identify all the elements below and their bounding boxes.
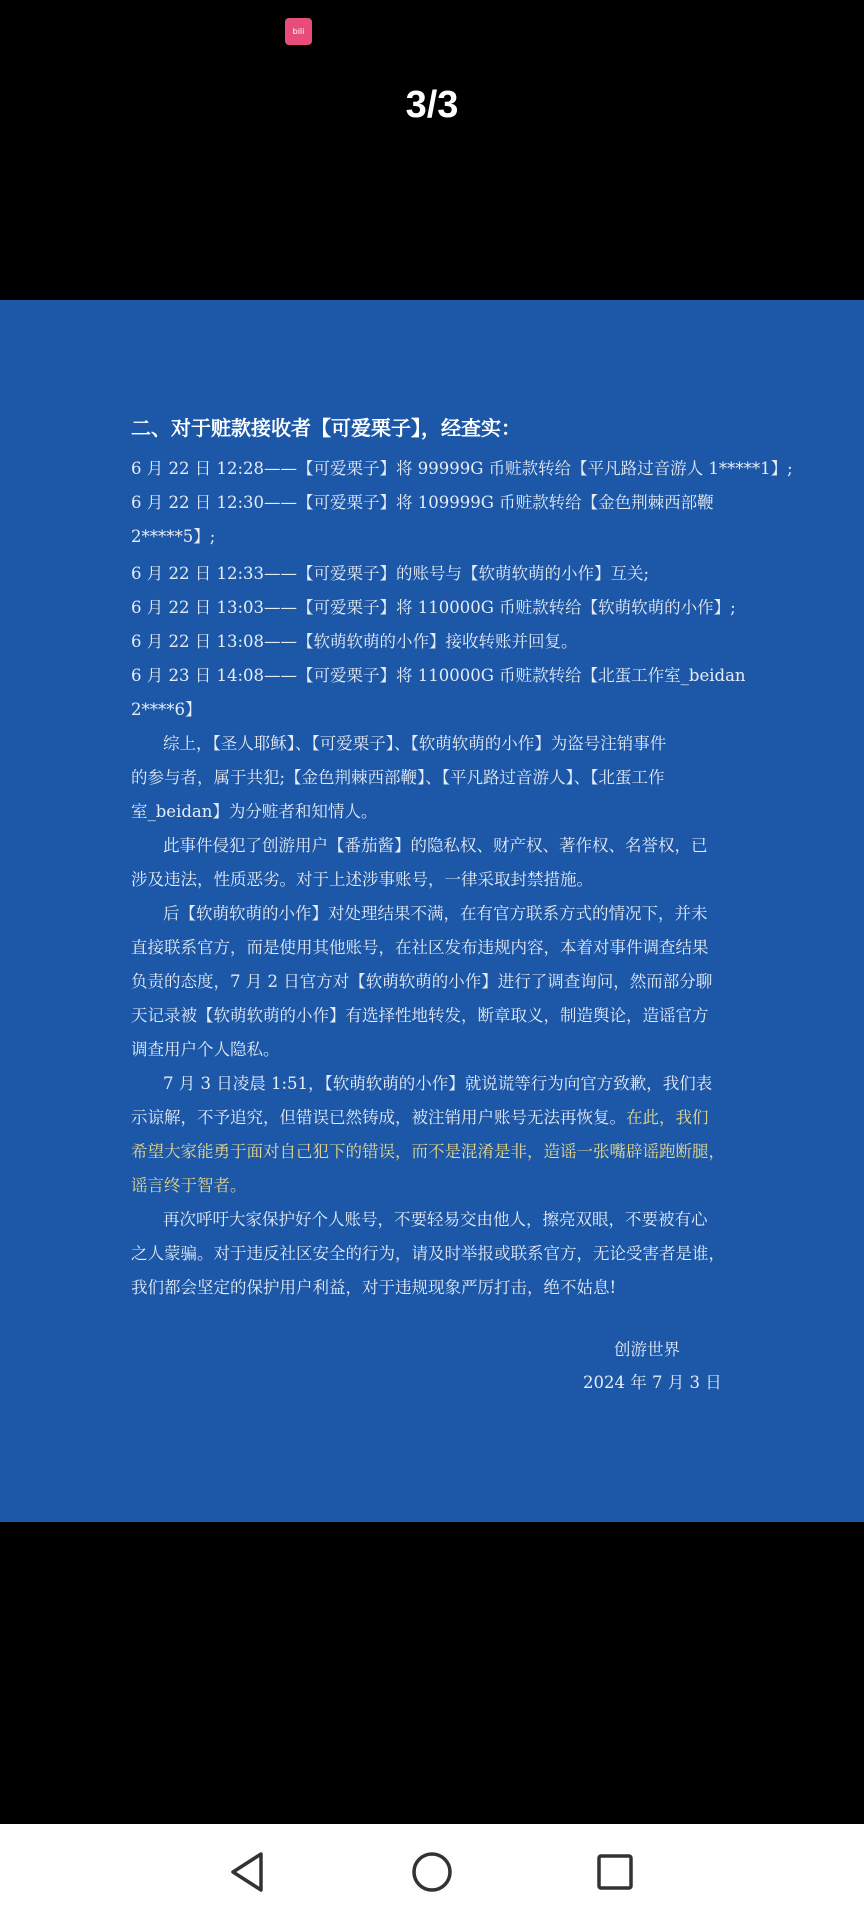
highlighted-line: 希望大家能勇于面对自己犯下的错误，而不是混淆是非，造谣一张嘴辟谣跑断腿， (131, 1142, 725, 1161)
document-line: 综上，【圣人耶稣】、【可爱栗子】、【软萌软萌的小作】为盗号注销事件 (163, 734, 667, 753)
document-line: 直接联系官方，而是使用其他账号，在社区发布违规内容，本着对事件调查结果 (131, 938, 709, 957)
document-line: 7 月 3 日凌晨 1:51，【软萌软萌的小作】就说谎等行为向官方致歉，我们表 (163, 1074, 713, 1093)
signature-org: 创游世界 (614, 1340, 680, 1359)
document-line: 6 月 22 日 13:03——【可爱栗子】将 110000G 币赃款转给【软萌软萌的小作】; (131, 598, 736, 617)
image-viewer-background (0, 1522, 864, 1824)
back-button[interactable] (217, 1842, 277, 1902)
back-triangle-icon (227, 1850, 267, 1894)
document-line: 后【软萌软萌的小作】对处理结果不满，在有官方联系方式的情况下，并未 (163, 904, 708, 923)
document-line: 天记录被【软萌软萌的小作】有选择性地转发，断章取义，制造舆论，造谣官方 (131, 1006, 709, 1025)
home-circle-icon (410, 1850, 454, 1894)
document-line: 负责的态度，7 月 2 日官方对【软萌软萌的小作】进行了调查询问，然而部分聊 (131, 972, 713, 991)
document-line: 6 月 22 日 12:28——【可爱栗子】将 99999G 币赃款转给【平凡路过音游人 1*****1】; (131, 459, 793, 478)
document-line: 此事件侵犯了创游用户【番茄酱】的隐私权、财产权、著作权、名誉权，已 (163, 836, 708, 855)
highlighted-line: 谣言终于智者。 (131, 1176, 247, 1195)
recent-square-icon (595, 1852, 635, 1892)
document-line (131, 1104, 709, 1128)
signature-date: 2024 年 7 月 3 日 (583, 1373, 722, 1392)
recent-apps-button[interactable] (585, 1842, 645, 1902)
bilibili-icon: bili (285, 18, 312, 45)
navigation-bar (0, 1824, 864, 1920)
top-bar (0, 0, 864, 300)
document-line: 我们都会坚定的保护用户利益，对于违规现象严厉打击，绝不姑息! (131, 1278, 617, 1297)
document-line: 2*****5】; (131, 527, 216, 546)
highlighted-text: 在此，我们 (626, 1108, 709, 1127)
document-line: 6 月 22 日 12:33——【可爱栗子】的账号与【软萌软萌的小作】互关; (131, 564, 650, 583)
document-line: 6 月 23 日 14:08——【可爱栗子】将 110000G 币赃款转给【北蛋工作室_beidan (131, 666, 746, 685)
document-image (0, 300, 864, 1522)
home-button[interactable] (402, 1842, 462, 1902)
document-line: 调查用户个人隐私。 (131, 1040, 280, 1059)
document-line: 涉及违法，性质恶劣。对于上述涉事账号，一律采取封禁措施。 (131, 870, 593, 889)
document-line: 6 月 22 日 13:08——【软萌软萌的小作】接收转账并回复。 (131, 632, 578, 651)
page-counter: 3/3 (405, 84, 459, 126)
document-line: 6 月 22 日 12:30——【可爱栗子】将 109999G 币赃款转给【金色荆棘西部鞭 (131, 493, 714, 512)
document-line: 再次呼吁大家保护好个人账号，不要轻易交由他人，擦亮双眼，不要被有心 (163, 1210, 708, 1229)
document-heading: 二、对于赃款接收者【可爱栗子】，经查实： (131, 416, 521, 440)
document-line: 2****6】 (131, 700, 202, 719)
document-line-text: 示谅解，不予追究，但错误已然铸成，被注销用户账号无法再恢复。 (131, 1108, 626, 1127)
document-line: 室_beidan】为分赃者和知情人。 (131, 802, 378, 821)
document-line: 的参与者，属于共犯;【金色荆棘西部鞭】、【平凡路过音游人】、【北蛋工作 (131, 768, 665, 787)
document-line: 之人蒙骗。对于违反社区安全的行为，请及时举报或联系官方，无论受害者是谁， (131, 1244, 725, 1263)
